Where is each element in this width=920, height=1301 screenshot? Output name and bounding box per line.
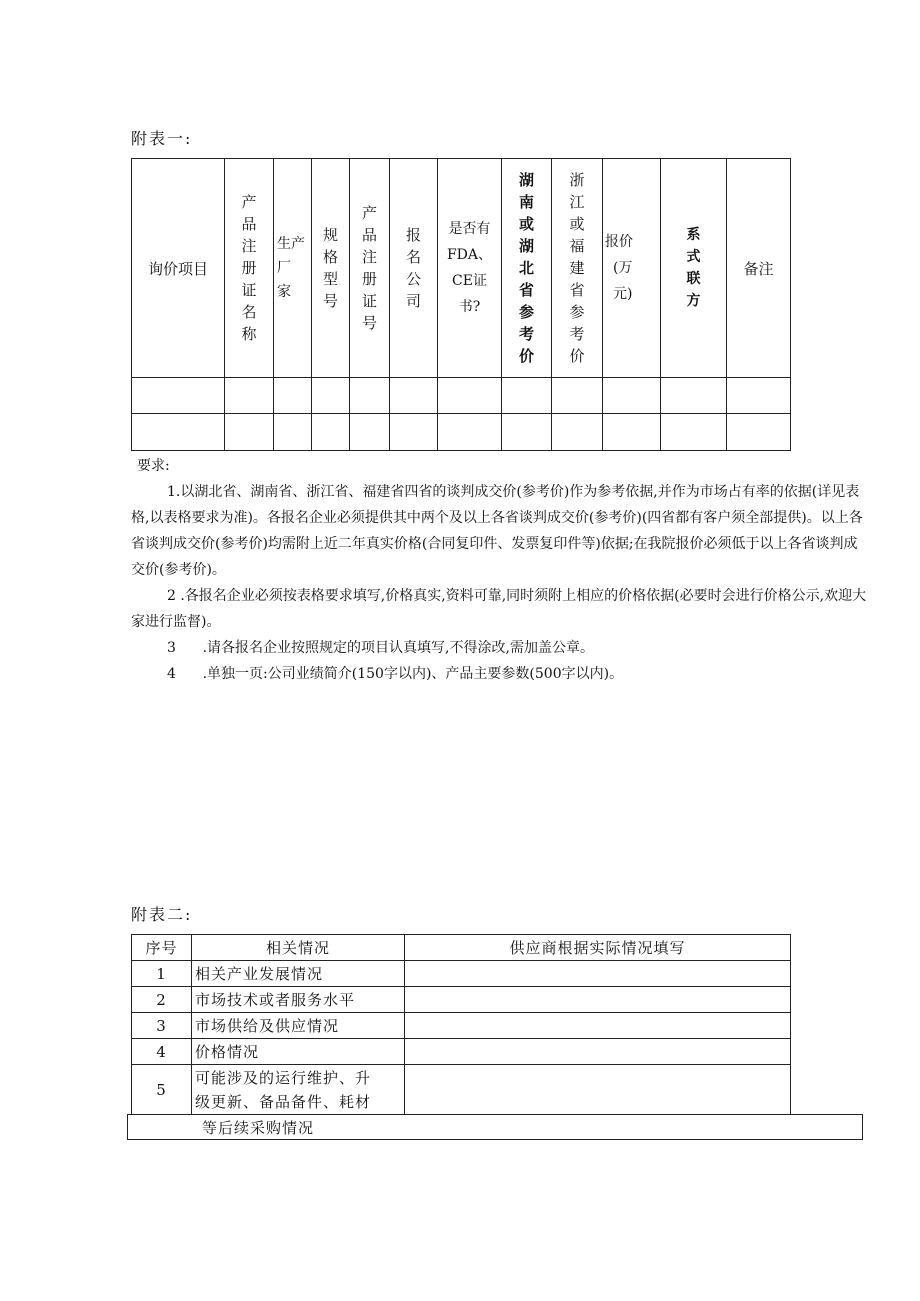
header-hunan-hubei-price: 湖南或湖北省参考价 [502,159,552,378]
cell[interactable] [552,414,603,451]
cell[interactable] [350,378,390,414]
header-registration-number: 产品注册证号 [350,159,390,378]
row-number: 1 [132,961,192,987]
row-fill-cell[interactable] [405,961,791,987]
row-number: 3 [132,1013,192,1039]
header-inquiry-item: 询价项目 [132,159,225,378]
cell[interactable] [225,414,274,451]
cell[interactable] [312,414,350,451]
header-zhejiang-fujian-price: 浙江或福建省参考价 [552,159,603,378]
cell[interactable] [552,378,603,414]
cell[interactable] [225,378,274,414]
row-situation: 相关产业发展情况 [192,961,405,987]
cell[interactable] [390,378,438,414]
header-applying-company: 报名公司 [390,159,438,378]
row-number: 5 [132,1065,192,1115]
row-number: 2 [132,987,192,1013]
overflow-text: 等后续采购情况 [202,1119,315,1137]
cell[interactable] [603,414,661,451]
cell[interactable] [727,414,791,451]
header-spec-model: 规格型号 [312,159,350,378]
header-related-situation: 相关情况 [192,935,405,961]
price-inquiry-table [131,158,791,451]
cell[interactable] [502,414,552,451]
cell[interactable] [661,378,727,414]
annex2-title: 附表二: [131,905,193,924]
requirements [131,453,871,687]
cell[interactable] [438,378,502,414]
overflow-continuation-row [127,1114,863,1140]
table-row [132,987,791,1013]
cell[interactable] [274,414,312,451]
header-contact: 系式联方 [661,159,727,378]
row-fill-cell[interactable] [405,1013,791,1039]
header-registration-name: 产品注册证名称 [225,159,274,378]
requirement-3: 3 .请各报名企业按照规定的项目认真填写,不得涂改,需加盖公章。 [167,640,594,656]
requirements-label: 要求: [137,458,170,474]
table-header-row [132,159,791,378]
table-row [132,414,791,451]
table-row [132,378,791,414]
cell[interactable] [438,414,502,451]
row-situation: 价格情况 [192,1039,405,1065]
row-situation: 可能涉及的运行维护、升 级更新、备品备件、耗材 [192,1065,405,1115]
cell[interactable] [502,378,552,414]
header-serial-number: 序号 [132,935,192,961]
table-row [132,1039,791,1065]
row-situation: 市场技术或者服务水平 [192,987,405,1013]
cell[interactable] [350,414,390,451]
cell[interactable] [603,378,661,414]
table-row [132,961,791,987]
cell[interactable] [312,378,350,414]
cell[interactable] [661,414,727,451]
requirement-1: 1.以湖北省、湖南省、浙江省、福建省四省的谈判成交价(参考价)作为参考依据,并作为市场占有率的依据(详见表格,以表格要求为准)。各报名企业必须提供其中两个及以上各省谈判成交价(参考价)(四省都有客户须全部提供)。以上各省谈判成交价(参考价)均需附上近二年真实价格(合同复印件、发票复印件等)依据;在我院报价必须低于以上各省谈判成交价(参考价)。 [131,484,863,578]
header-manufacturer: 生产厂 家 [274,159,312,378]
row-situation: 市场供给及供应情况 [192,1013,405,1039]
supplier-situation-table [131,934,791,1115]
cell[interactable] [727,378,791,414]
header-quote: 报价 (万 元) [603,159,661,378]
annex1-title: 附表一: [131,129,193,148]
table-row [132,1013,791,1039]
cell[interactable] [274,378,312,414]
requirement-2: 2 .各报名企业必须按表格要求填写,价格真实,资料可靠,同时须附上相应的价格依据(必要时会进行价格公示,欢迎大家进行监督)。 [131,588,867,630]
cell[interactable] [390,414,438,451]
requirement-4: 4 .单独一页:公司业绩简介(150字以内)、产品主要参数(500字以内)。 [167,666,624,682]
row-fill-cell[interactable] [405,1065,791,1115]
table-header-row [132,935,791,961]
table-row [132,1065,791,1115]
header-supplier-fill: 供应商根据实际情况填写 [405,935,791,961]
header-remark: 备注 [727,159,791,378]
row-number: 4 [132,1039,192,1065]
header-fda-ce: 是否有 FDA、 CE证 书? [438,159,502,378]
cell[interactable] [132,414,225,451]
row-fill-cell[interactable] [405,1039,791,1065]
cell[interactable] [132,378,225,414]
row-fill-cell[interactable] [405,987,791,1013]
